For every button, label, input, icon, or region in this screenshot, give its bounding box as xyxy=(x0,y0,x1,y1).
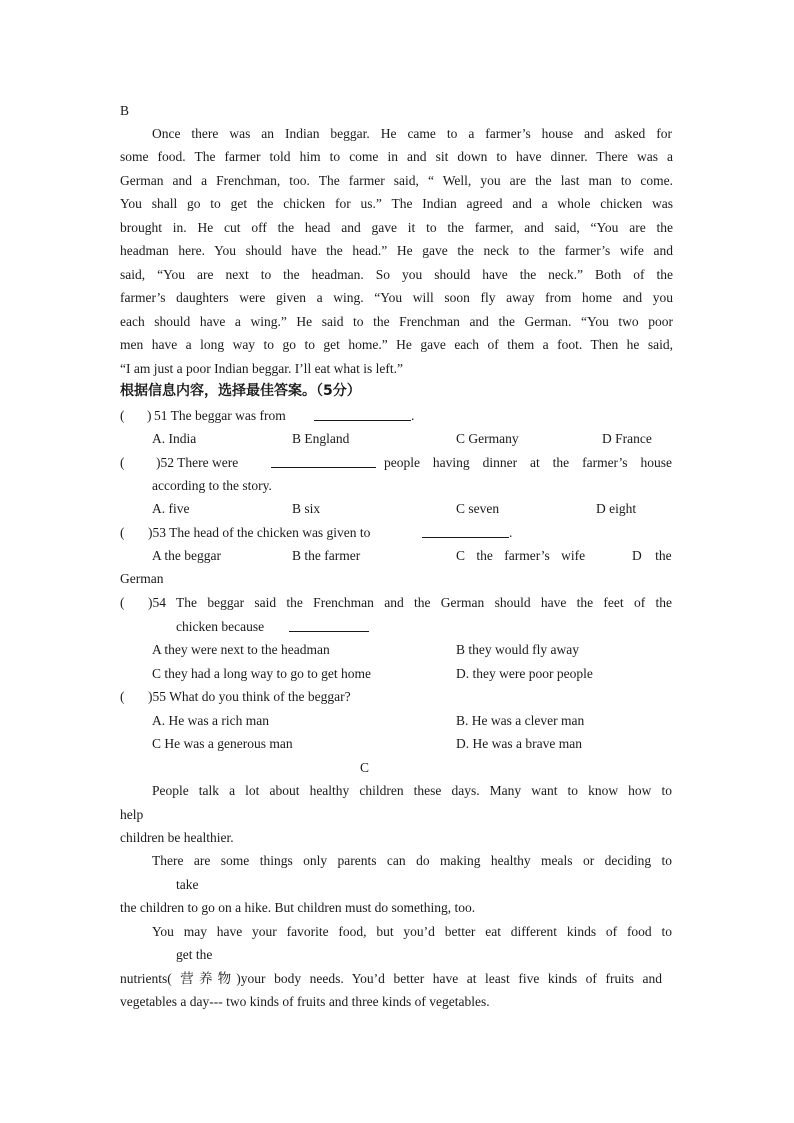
passage-line: the children to go on a hike. But children must do something, too. xyxy=(120,900,476,915)
question-stem: )53 The head of the chicken was given to xyxy=(148,525,371,540)
option-d-wrap: German xyxy=(120,571,164,586)
option-a[interactable]: A the beggar xyxy=(152,548,221,563)
question-end: . xyxy=(509,525,513,540)
option-d[interactable]: D. they were poor people xyxy=(456,666,593,681)
option-c[interactable]: C seven xyxy=(456,501,500,516)
answer-paren: ( xyxy=(120,408,125,423)
answer-paren: ( xyxy=(120,525,125,540)
question-end: . xyxy=(411,408,415,423)
passage-line: You shall go to get the chicken for us.” The Indian agreed and a whole chicken was xyxy=(120,196,673,211)
passage-line: brought in. He cut off the head and gave it to the farmer, and said, “You are the xyxy=(120,220,673,235)
question-stem: )54 The beggar said the Frenchman and the German should have the feet of the xyxy=(148,595,672,610)
passage-line: “I am just a poor Indian beggar. I’ll eat what is left.” xyxy=(120,361,404,376)
option-d[interactable]: D eight xyxy=(596,501,637,516)
option-a[interactable]: A. five xyxy=(152,501,190,516)
answer-paren: ( xyxy=(120,689,125,704)
option-b[interactable]: B they would fly away xyxy=(456,642,579,657)
passage-line: take xyxy=(176,877,199,892)
option-d[interactable]: D France xyxy=(602,431,652,446)
passage-line: German and a Frenchman, too. The farmer said, “ Well, you are the last man to come. xyxy=(120,173,673,188)
instruction-heading: 根据信息内容，选择最佳答案。（5分） xyxy=(120,383,361,399)
question-stem: 51 The beggar was from xyxy=(154,408,286,423)
passage-line: There are some things only parents can do making healthy meals or deciding to xyxy=(152,853,672,868)
option-a[interactable]: A they were next to the headman xyxy=(152,642,330,657)
passage-line: farmer’s daughters were given a wing. “You will soon fly away from home and you xyxy=(120,290,673,305)
passage-line: some food. The farmer told him to come in and sit down to have dinner. There was a xyxy=(120,149,673,164)
answer-paren-close: ) xyxy=(147,408,152,423)
option-c[interactable]: C they had a long way to go to get home xyxy=(152,666,371,681)
passage-line: each should have a wing.” He said to the Frenchman and the German. “You two poor xyxy=(120,314,673,329)
answer-blank[interactable] xyxy=(289,619,369,632)
option-d[interactable]: D. He was a brave man xyxy=(456,736,582,751)
passage-line: said, “You are next to the headman. So you should have the neck.” Both of the xyxy=(120,267,673,282)
passage-line: Once there was an Indian beggar. He came to a farmer’s house and asked for xyxy=(152,126,672,141)
option-c[interactable]: C Germany xyxy=(456,431,519,446)
passage-line: children be healthier. xyxy=(120,830,234,845)
question-stem-wrap: chicken because xyxy=(176,619,265,634)
option-c[interactable]: C He was a generous man xyxy=(152,736,293,751)
question-stem: )52 There were xyxy=(156,455,239,470)
answer-paren: ( xyxy=(120,595,125,610)
option-b[interactable]: B six xyxy=(292,501,321,516)
question-stem-wrap: according to the story. xyxy=(152,478,272,493)
option-a[interactable]: A. He was a rich man xyxy=(152,713,269,728)
passage-line: men have a long way to go to get home.” He gave each of them a foot. Then he said, xyxy=(120,337,673,352)
option-a[interactable]: A. India xyxy=(152,431,197,446)
question-stem: )55 What do you think of the beggar? xyxy=(148,689,351,704)
section-c-label: C xyxy=(360,760,370,775)
passage-line: headman here. You should have the head.” He gave the neck to the farmer’s wife and xyxy=(120,243,673,258)
passage-line: People talk a lot about healthy children these days. Many want to know how to xyxy=(152,783,672,798)
answer-blank[interactable] xyxy=(314,408,411,421)
section-b-label: B xyxy=(120,103,130,118)
answer-paren: ( xyxy=(120,455,125,470)
option-b[interactable]: B the farmer xyxy=(292,548,361,563)
answer-blank[interactable] xyxy=(271,455,376,468)
option-b[interactable]: B. He was a clever man xyxy=(456,713,585,728)
passage-line: You may have your favorite food, but you’d better eat different kinds of food to xyxy=(152,924,672,939)
passage-line: get the xyxy=(176,947,213,962)
passage-line: help xyxy=(120,807,144,822)
passage-line: nutrients( 营养物)your body needs. You’d better have at least five kinds of fruits and xyxy=(120,971,662,986)
option-d[interactable]: D the xyxy=(632,548,672,563)
option-c[interactable]: C the farmer’s wife xyxy=(456,548,586,563)
question-stem-cont: people having dinner at the farmer’s house xyxy=(384,455,672,470)
answer-blank[interactable] xyxy=(422,525,509,538)
passage-line: vegetables a day--- two kinds of fruits and three kinds of vegetables. xyxy=(120,994,490,1009)
option-b[interactable]: B England xyxy=(292,431,350,446)
